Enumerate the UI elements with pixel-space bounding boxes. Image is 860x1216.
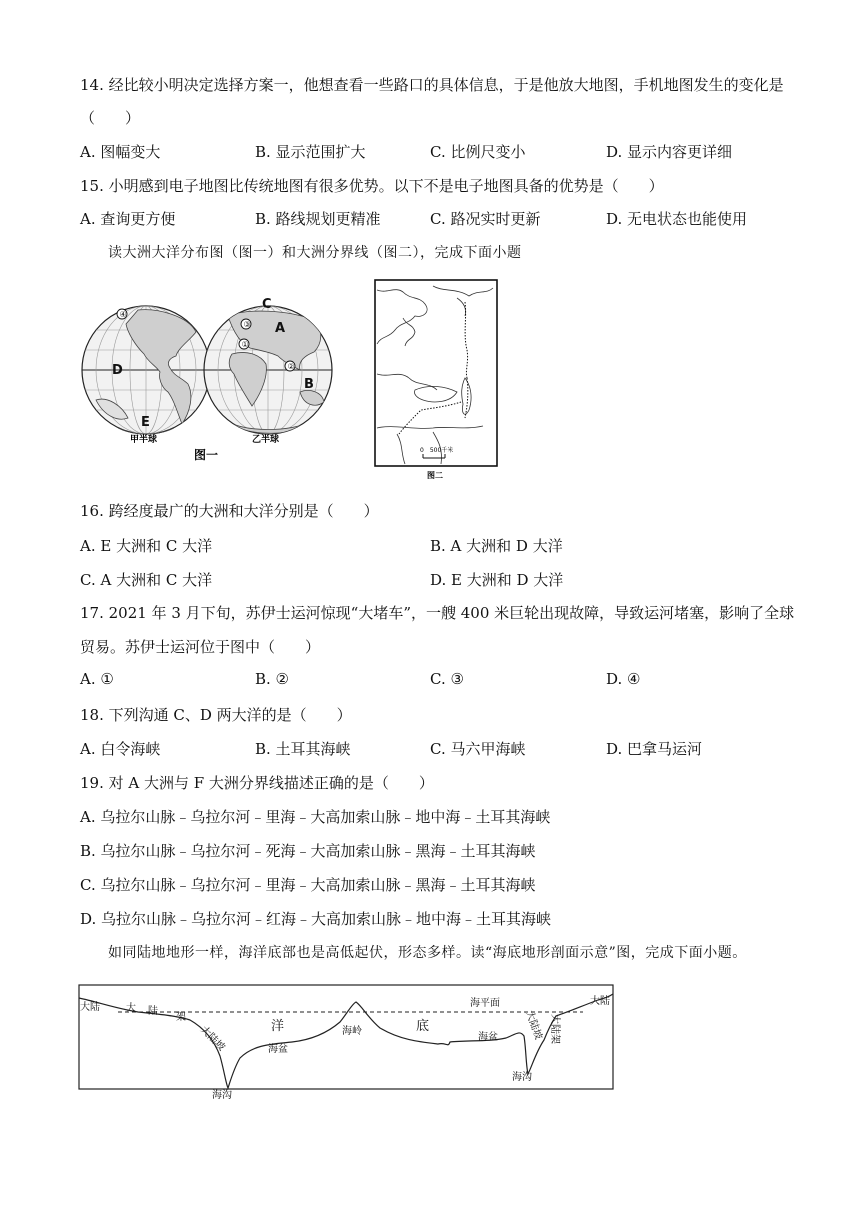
q15-option-d: D. 无电状态也能使用 (606, 210, 748, 228)
q19-stem: 19. 对 A 大洲与 F 大洲分界线描述正确的是（ ） (80, 774, 434, 792)
label-hemisphere-left: 甲半球 (130, 435, 158, 445)
q15-option-b: B. 路线规划更精准 (255, 210, 381, 228)
q17-option-b: B. ② (255, 670, 290, 688)
q19-option-d: D. 乌拉尔山脉﹣乌拉尔河﹣红海﹣大高加索山脉﹣地中海﹣土耳其海峡 (80, 910, 552, 928)
q19-option-c: C. 乌拉尔山脉﹣乌拉尔河﹣里海﹣大高加索山脉﹣黑海﹣土耳其海峡 (80, 876, 536, 894)
label-hemisphere-right: 乙半球 (252, 435, 280, 445)
q17-option-d: D. ④ (606, 670, 641, 688)
label-shelf-left-1: 大 (126, 1003, 136, 1014)
q19-option-b: B. 乌拉尔山脉﹣乌拉尔河﹣死海﹣大高加索山脉﹣黑海﹣土耳其海峡 (80, 842, 536, 860)
q14-option-b: B. 显示范围扩大 (255, 143, 366, 161)
label-slope-left: 大陆坡 (197, 1024, 227, 1054)
q14-option-d: D. 显示内容更详细 (606, 143, 733, 161)
label-shelf-right: 大陆架 (549, 1014, 560, 1044)
marker-1: ① (241, 340, 249, 349)
q15-option-a: A. 查询更方便 (80, 210, 176, 228)
q16-option-a: A. E 大洲和 C 大洋 (80, 537, 213, 555)
label-continent-e: E (141, 415, 150, 430)
q18-stem: 18. 下列沟通 C、D 两大洋的是（ ） (80, 706, 352, 724)
eastern-hemisphere-globe (198, 296, 338, 446)
q14-stem-line2: （ ） (80, 109, 141, 127)
q16-option-d: D. E 大洲和 D 大洋 (430, 571, 564, 589)
q17-stem-line1: 17. 2021 年 3 月下旬，苏伊士运河惊现“大堵车”，一艘 400 米巨轮出现故障，导致运河堵塞，影响了全球 (80, 604, 795, 622)
label-ridge: 海岭 (342, 1026, 362, 1037)
marker-4: ④ (119, 310, 127, 319)
q17-option-c: C. ③ (430, 670, 464, 688)
label-slope-right: 大陆坡 (523, 1009, 544, 1042)
label-land-right: 大陆 (590, 996, 610, 1007)
label-continent-a: A (275, 321, 286, 336)
map-scale-label: 0 500千米 (420, 447, 454, 454)
label-sea-level: 海平面 (470, 998, 500, 1009)
label-land-left: 大陆 (80, 1002, 100, 1013)
label-trench-right: 海沟 (512, 1072, 532, 1083)
q15-option-c: C. 路况实时更新 (430, 210, 541, 228)
figure-boundary-map (373, 278, 499, 484)
marker-3: ③ (243, 320, 251, 329)
q18-option-a: A. 白令海峡 (80, 740, 161, 758)
q15-stem: 15. 小明感到电子地图比传统地图有很多优势。以下不是电子地图具备的优势是（ ） (80, 177, 664, 195)
q16-stem: 16. 跨经度最广的大洲和大洋分别是（ ） (80, 502, 379, 520)
q14-option-c: C. 比例尺变小 (430, 143, 526, 161)
figure1-caption: 图一 (194, 448, 219, 462)
section-intro-continents: 读大洲大洋分布图（图一）和大洲分界线（图二），完成下面小题 (108, 245, 522, 261)
q18-option-c: C. 马六甲海峡 (430, 740, 526, 758)
q17-option-a: A. ① (80, 670, 114, 688)
label-ocean-floor-1: 洋 (271, 1019, 285, 1034)
marker-2: ② (287, 362, 295, 371)
q16-option-b: B. A 大洲和 D 大洋 (430, 537, 563, 555)
label-basin-left: 海盆 (268, 1044, 288, 1055)
figure2-caption: 图二 (427, 471, 443, 480)
label-ocean-d: D (112, 363, 123, 378)
seafloor-profile-diagram (78, 984, 616, 1104)
section-intro-seafloor: 如同陆地地形一样，海洋底部也是高低起伏，形态多样。读“海底地形剖面示意”图，完成下面小题。 (108, 945, 747, 961)
label-ocean-floor-2: 底 (416, 1019, 430, 1034)
figure-hemispheres-map (78, 296, 338, 466)
label-continent-b: B (304, 377, 314, 392)
q17-stem-line2: 贸易。苏伊士运河位于图中（ ） (80, 638, 321, 656)
q16-option-c: C. A 大洲和 C 大洋 (80, 571, 213, 589)
label-shelf-left-2: 陆 (148, 1006, 158, 1017)
q14-stem-line1: 14. 经比较小明决定选择方案一，他想查看一些路口的具体信息，于是他放大地图，手机地图发生的变化是 (80, 76, 784, 94)
q18-option-d: D. 巴拿马运河 (606, 740, 703, 758)
label-shelf-left-3: 架 (176, 1012, 186, 1023)
q19-option-a: A. 乌拉尔山脉﹣乌拉尔河﹣里海﹣大高加索山脉﹣地中海﹣土耳其海峡 (80, 808, 551, 826)
label-ocean-c: C (262, 297, 272, 312)
q14-option-a: A. 图幅变大 (80, 143, 161, 161)
label-trench-left: 海沟 (212, 1090, 232, 1101)
q18-option-b: B. 土耳其海峡 (255, 740, 351, 758)
label-basin-right: 海盆 (478, 1032, 498, 1043)
